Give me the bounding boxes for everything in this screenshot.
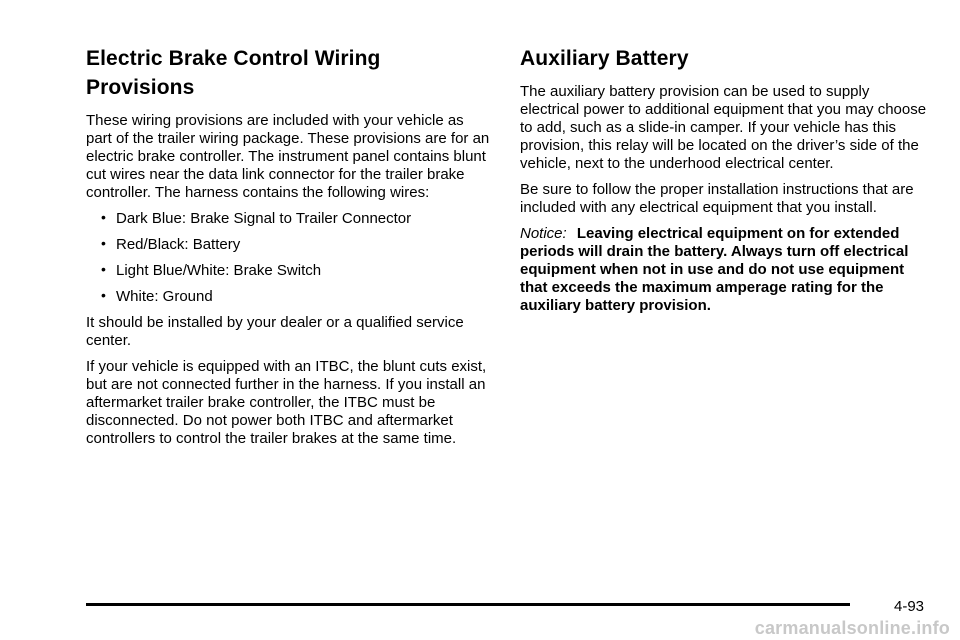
bullet-icon: •	[101, 261, 106, 277]
section-title-line2: Provisions	[86, 76, 195, 99]
wire-label: White: Ground	[116, 288, 213, 305]
installation-paragraph: Be sure to follow the proper installation instructions that are included with any electrical equipment that you install.	[520, 181, 914, 216]
watermark-text: carmanualsonline.info	[754, 618, 950, 638]
intro-paragraph: These wiring provisions are included with your vehicle as part of the trailer wiring package. These provisions are for an electric brake controller. The instrument panel contains blunt cut wires near the data link connector for the trailer brake controller. The harness contains the following wires:	[86, 112, 490, 201]
installer-paragraph: It should be installed by your dealer or a qualified service center.	[86, 314, 464, 349]
wire-label: Red/Black: Battery	[116, 236, 241, 253]
notice-label: Notice:	[520, 225, 567, 242]
left-column	[86, 44, 492, 456]
list-item	[86, 262, 492, 280]
list-item	[86, 288, 492, 306]
itbc-paragraph: If your vehicle is equipped with an ITBC, the blunt cuts exist, but are not connected further in the harness. If you install an aftermarket trailer brake controller, the ITBC must be disconnected. Do not power both ITBC and aftermarket controllers to control the trailer brakes at the same time.	[86, 358, 487, 447]
section-title-auxiliary-battery: Auxiliary Battery	[520, 47, 689, 70]
wire-label: Light Blue/White: Brake Switch	[116, 262, 322, 279]
battery-paragraph: The auxiliary battery provision can be used to supply electrical power to additional equipment that you may choose to add, such as a slide-in camper. If your vehicle has this provision, this relay will be located on the driver’s side of the vehicle, next to the underhood electrical center.	[520, 83, 927, 172]
list-item	[86, 210, 492, 228]
page-number: 4-93	[894, 598, 925, 615]
wire-list	[86, 210, 492, 306]
section-title-electric-brake	[86, 44, 492, 102]
section-title-line1: Electric Brake Control Wiring	[86, 47, 381, 70]
bullet-icon: •	[101, 287, 106, 303]
right-column	[520, 44, 932, 323]
notice-text: Leaving electrical equipment on for extended periods will drain the battery. Always turn off electrical equipment when not in use and do not use equipment that exceeds the maximum amperage rating for the auxiliary battery provision.	[520, 225, 909, 314]
wire-label: Dark Blue: Brake Signal to Trailer Connector	[116, 210, 412, 227]
footer-rule	[86, 603, 850, 606]
bullet-icon: •	[101, 235, 106, 251]
notice-block	[520, 225, 932, 315]
bullet-icon: •	[101, 209, 106, 225]
list-item	[86, 236, 492, 254]
